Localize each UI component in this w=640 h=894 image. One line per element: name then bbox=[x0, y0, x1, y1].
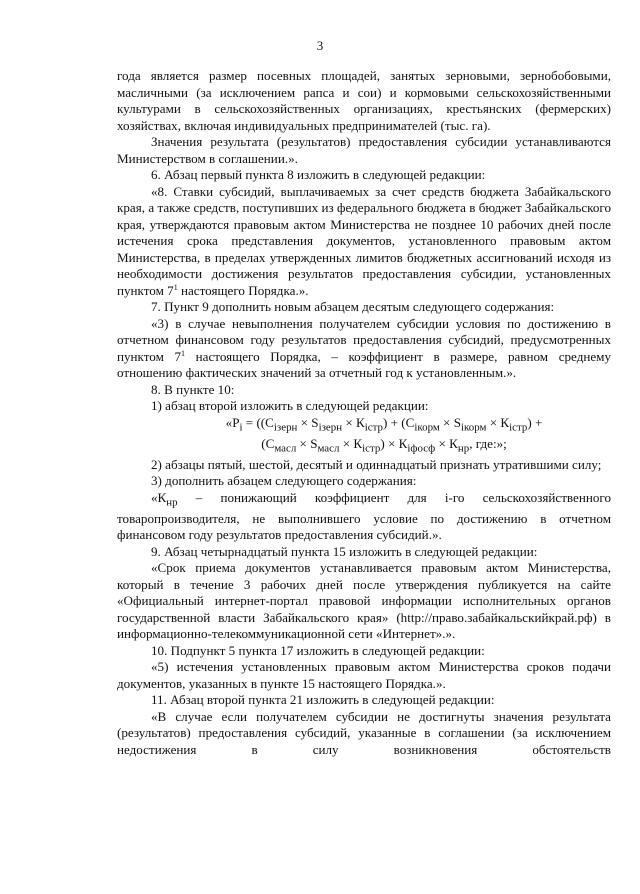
paragraph-item-11: 11. Абзац второй пункта 21 изложить в следующей редакции: bbox=[151, 692, 495, 708]
text-run: «8. Ставки субсидий, выплачиваемых за счет средств бюджета Забайкальского края, а также средств, поступивших из федерального бюджета в бюджет Забайкальского края, утверждаются правовым актом Министерства не позднее 10 рабочих дней после истечения срока представления документов, установленного правовым актом Министерства, в пределах утвержденных лимитов бюджетных ассигнований исходя из необходимости достижения результатов предоставления субсидии, установленных пунктом 7 bbox=[117, 183, 611, 298]
paragraph-area-definition: года является размер посевных площадей, занятых зерновыми, зернобобовыми, масличными (за исключением рапса и сои) и кормовыми сельскохозяйственными культурами в сельскохозяйственных организациях, крестьянских (фермерских) хозяйствах, включая индивидуальных предпринимателей (тыс. га). bbox=[117, 68, 611, 133]
text-run: «3) в случае невыполнения получателем субсидии условия по достижению в отчетном финансовом году результатов предоставления субсидий, предусмотренных пунктом 7 bbox=[117, 315, 611, 364]
formula-run: ) + (С bbox=[382, 414, 415, 430]
formula-run: ) + bbox=[527, 414, 543, 430]
paragraph-nonachievement: «В случае если получателем субсидии не достигнуты значения результата (результатов) предоставления субсидий, указанные в соглашении (за исключением недостижения в силу возникновения обстоятельств bbox=[117, 708, 611, 757]
text-run: настоящего Порядка, – коэффициент в размере, равном среднему отношению фактических значений за отчетный год к установленным.». bbox=[117, 348, 612, 380]
formula-run: ) × К bbox=[380, 435, 408, 451]
formula-subscript: i bbox=[239, 421, 243, 434]
formula-subscript: iзерн bbox=[273, 421, 298, 434]
paragraph-subsidy-rates bbox=[117, 184, 611, 300]
formula-subscript: iстр bbox=[364, 421, 383, 434]
formula-run: × S bbox=[297, 414, 319, 430]
paragraph-item-10: 10. Подпункт 5 пункта 17 изложить в следующей редакции: bbox=[151, 642, 485, 658]
page-number: 3 bbox=[316, 38, 324, 53]
formula-subscript: iкорм bbox=[461, 421, 487, 434]
formula-run: , где:»; bbox=[469, 435, 507, 451]
formula-run: «Р bbox=[225, 414, 240, 430]
document-body bbox=[117, 68, 611, 758]
formula-run: = ((С bbox=[242, 414, 274, 430]
paragraph-item-9: 9. Абзац четырнадцатый пункта 15 изложить в следующей редакции: bbox=[151, 543, 538, 559]
superscript: 1 bbox=[173, 282, 178, 292]
formula-subscript: iфосф bbox=[407, 442, 436, 455]
text-run: – понижающий коэффициент для i-го сельскохозяйственного товаропроизводителя, не выполнившего условие по достижению в отчетном финансовом году результатов предоставления субсидий.». bbox=[117, 489, 611, 543]
paragraph-application-period: «Срок приема документов устанавливается правовым актом Министерства, который в течение 3 рабочих дней после утверждения публикуется на сайте «Официальный интернет-портал правовой информации исполнительных органов государственной власти Забайкальского края» (http://право.забайкальскийкрай.рф) в информационно-телекоммуникационной сети «Интернет».». bbox=[117, 560, 611, 642]
paragraph-subitem-3: 3) дополнить абзацем следующего содержания: bbox=[151, 473, 417, 489]
formula-run: × К bbox=[342, 414, 365, 430]
formula-run: × К bbox=[435, 435, 458, 451]
formula-run: (С bbox=[261, 435, 275, 451]
formula-subscript: iзерн bbox=[318, 421, 343, 434]
formula-subscript: iкорм bbox=[414, 421, 440, 434]
formula-subscript: масл bbox=[317, 442, 340, 455]
paragraph-item-7: 7. Пункт 9 дополнить новым абзацем десятым следующего содержания: bbox=[151, 299, 555, 314]
formula-subscript: iстр bbox=[509, 421, 528, 434]
paragraph-subitem-1: 1) абзац второй изложить в следующей редакции: bbox=[151, 398, 429, 413]
subscript: нр bbox=[166, 496, 178, 509]
text-run: «К bbox=[151, 489, 167, 505]
formula-run: × К bbox=[339, 435, 363, 451]
text-run: настоящего Порядка.». bbox=[177, 282, 309, 298]
formula-subscript: нр bbox=[457, 442, 470, 455]
paragraph-subitem-5: «5) истечения установленных правовым актом Министерства сроков подачи документов, указанных в пункте 15 настоящего Порядка.». bbox=[117, 659, 611, 691]
paragraph-reduction-coefficient bbox=[117, 490, 611, 544]
formula-line-2 bbox=[117, 436, 611, 457]
formula-run: × S bbox=[439, 414, 461, 430]
paragraph-coefficient bbox=[117, 316, 611, 382]
formula-line-1 bbox=[117, 415, 611, 436]
paragraph-item-8: 8. В пункте 10: bbox=[151, 381, 235, 397]
formula-subscript: iстр bbox=[362, 442, 381, 455]
paragraph-item-6: 6. Абзац первый пункта 8 изложить в следующей редакции: bbox=[151, 167, 486, 182]
formula-run: × S bbox=[296, 435, 318, 451]
superscript: 1 bbox=[181, 348, 186, 358]
formula-subscript: масл bbox=[274, 442, 297, 455]
paragraph-subitem-2: 2) абзацы пятый, шестой, десятый и одиннадцатый признать утратившими силу; bbox=[151, 456, 602, 472]
paragraph-result-values: Значения результата (результатов) предоставления субсидии устанавливаются Министерством в соглашении.». bbox=[117, 134, 611, 166]
formula-run: × К bbox=[486, 414, 510, 430]
